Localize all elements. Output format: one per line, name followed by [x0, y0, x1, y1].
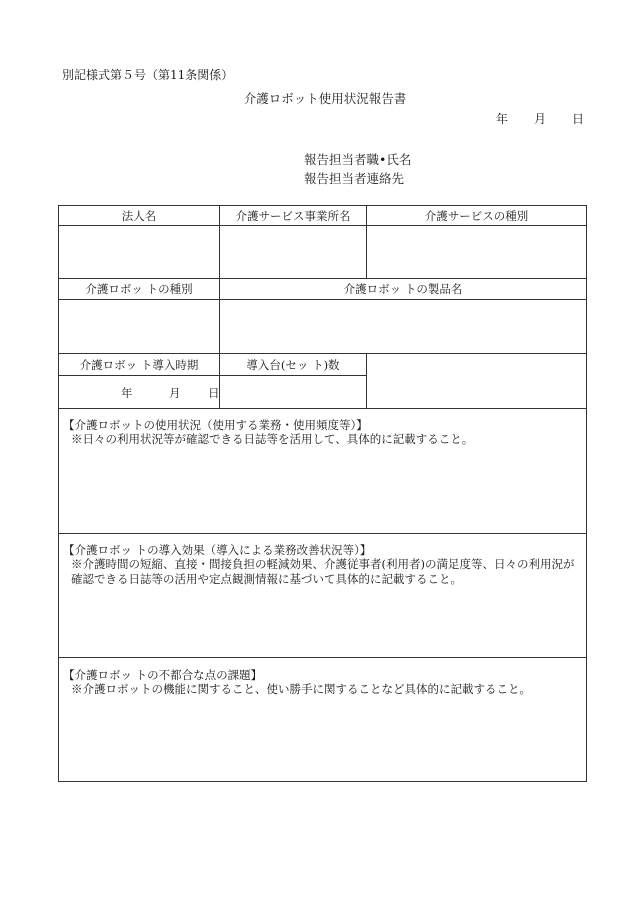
report-date [496, 110, 584, 127]
units-header [219, 353, 367, 376]
product-name-label: 介護ロボッ トの製品名 [343, 282, 463, 296]
service-type-field[interactable] [366, 225, 587, 279]
service-type-header [366, 205, 587, 226]
intro-date-header [58, 353, 220, 376]
usage-section-title: 【介護ロボットの使用状況（使用する業務・使用頻度等）】 [63, 418, 368, 432]
product-name-header [219, 278, 587, 300]
office-label: 介護サービス事業所名 [235, 208, 351, 223]
product-name-field[interactable] [219, 299, 587, 354]
intro-day-label: 日 [208, 386, 220, 400]
intro-year-label: 年 [121, 386, 133, 400]
office-header [219, 205, 367, 226]
intro-month-label: 月 [169, 386, 181, 400]
reporter-contact-label: 報告担当者連絡先 [304, 171, 405, 186]
effect-section-note: ※介護時間の短縮、直接・間接負担の軽減効果、介護従事者(利用者)の満足度等、日々の利用況が確認できる日誌等の活用や定点観測情報に基づいて具体的に記載すること。 [71, 557, 575, 586]
form-number: 別記様式第５号（第11条関係） [62, 68, 234, 82]
issues-section[interactable] [58, 657, 587, 782]
units-field[interactable] [219, 375, 367, 409]
robot-type-label: 介護ロボッ トの種別 [85, 282, 193, 296]
issues-section-title: 【介護ロボッ トの不都合な点の課題】 [63, 668, 263, 682]
usage-section-note: ※日々の利用状況等が確認できる日誌等を活用して、具体的に記載すること。 [71, 432, 474, 446]
corporation-label: 法人名 [121, 208, 157, 223]
corporation-header [58, 205, 220, 226]
intro-date-field[interactable] [58, 375, 220, 409]
corporation-field[interactable] [58, 225, 220, 279]
service-type-label: 介護サービスの種別 [424, 208, 529, 223]
reporter-name-label: 報告担当者職•氏名 [304, 152, 412, 167]
robot-type-header [58, 278, 220, 300]
units-label: 導入台(セッ ト)数 [246, 357, 340, 372]
issues-section-note: ※介護ロボットの機能に関すること、使い勝手に関することなど具体的に記載すること。 [71, 682, 531, 696]
blank-cell [366, 353, 587, 409]
effect-section-title: 【介護ロボッ トの導入効果（導入による業務改善状況等）】 [63, 543, 372, 557]
date-month-label: 月 [533, 112, 546, 126]
date-year-label: 年 [495, 112, 508, 126]
intro-date-label: 介護ロボッ ト導入時期 [79, 357, 199, 372]
effect-section[interactable] [58, 533, 587, 658]
date-day-label: 日 [571, 112, 584, 126]
document-title: 介護ロボット使用状況報告書 [243, 91, 407, 106]
usage-section[interactable] [58, 408, 587, 534]
office-field[interactable] [219, 225, 367, 279]
robot-type-field[interactable] [58, 299, 220, 354]
